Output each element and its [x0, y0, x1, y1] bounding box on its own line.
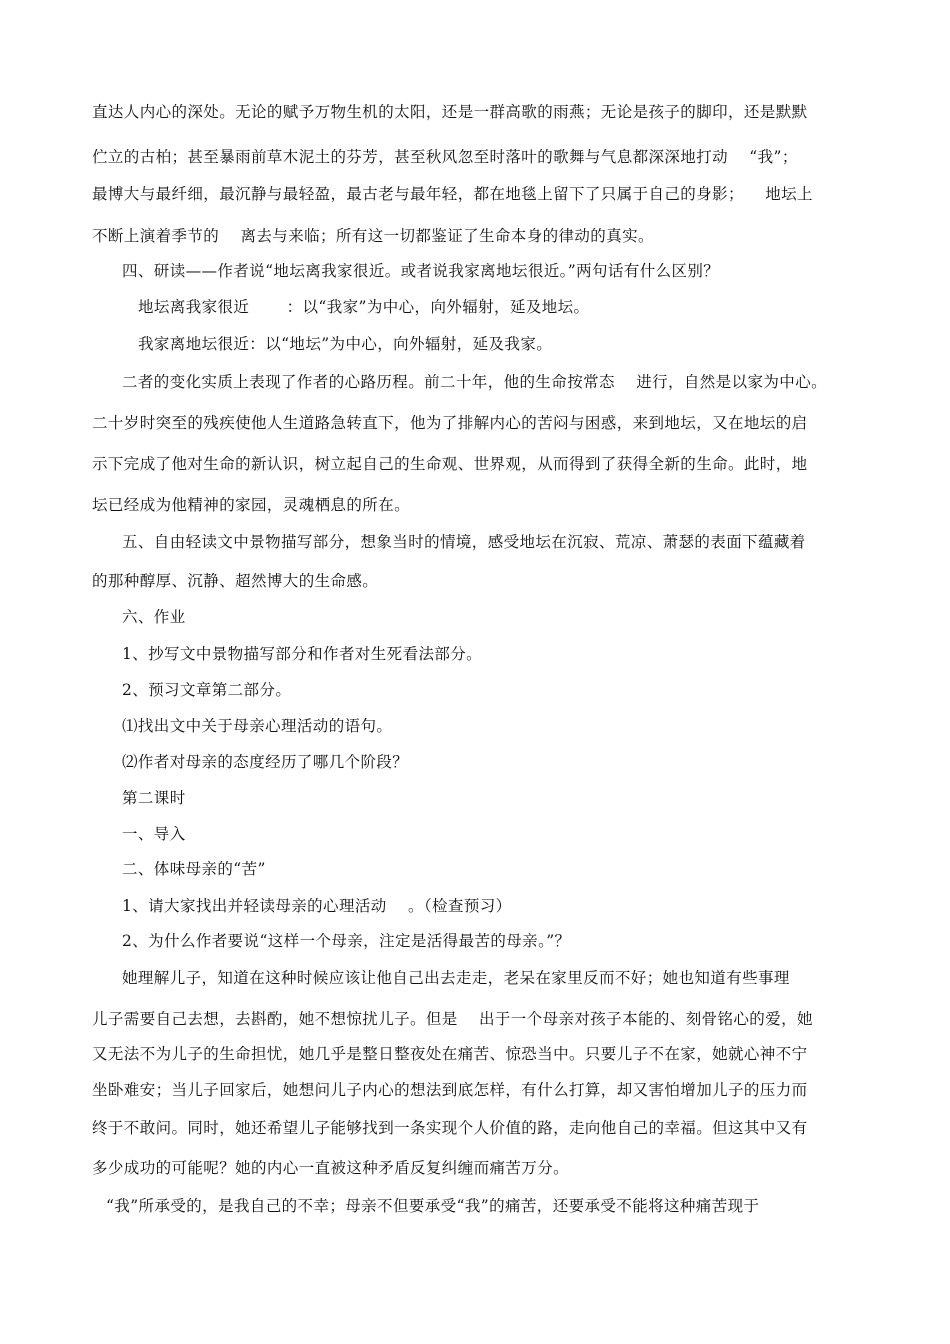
paragraph-line: 我家离地坛很近：以“地坛”为中心，向外辐射，延及我家。: [138, 335, 553, 353]
paragraph-line: 坐卧难安；当儿子回家后，她想问儿子内心的想法到底怎样，有什么打算，却又害怕增加儿子的压力而: [92, 1081, 808, 1099]
paragraph-line: 最博大与最纤细，最沉静与最轻盈，最古老与最年轻，都在地毯上留下了只属于自己的身影； 地坛上: [92, 185, 813, 203]
list-item: 1、抄写文中景物描写部分和作者对生死看法部分。: [122, 645, 483, 663]
list-item: 2、预习文章第二部分。: [122, 681, 292, 699]
paragraph-line: 伫立的古柏；甚至暴雨前草木泥土的芬芳，甚至秋风忽至时落叶的歌舞与气息都深深地打动 “我”；: [92, 148, 798, 166]
paragraph-line: 多少成功的可能呢？她的内心一直被这种矛盾反复纠缠而痛苦万分。: [92, 1159, 570, 1177]
paragraph-line: 终于不敢问。同时，她还希望儿子能够找到一条实现个人价值的路，走向他自己的幸福。但这其中又有: [92, 1119, 808, 1137]
paragraph-line: 示下完成了他对生命的新认识，树立起自己的生命观、世界观，从而得到了获得全新的生命。此时，地: [92, 455, 808, 473]
list-item: ⑴找出文中关于母亲心理活动的语句。: [122, 717, 393, 735]
list-item: 1、请大家找出并轻读母亲的心理活动 。（检查预习）: [122, 897, 512, 915]
list-item: 2、为什么作者要说“这样一个母亲，注定是活得最苦的母亲。”？: [122, 932, 571, 950]
paragraph-line: 不断上演着季节的 离去与来临；所有这一切都鉴证了生命本身的律动的真实。: [92, 227, 654, 245]
section-heading-2: 二、体味母亲的“苦”: [122, 860, 266, 878]
paragraph-line: 她理解儿子，知道在这种时候应该让他自己出去走走，老呆在家里反而不好；她也知道有些事理: [122, 969, 790, 987]
section-heading-4: 四、研读——作者说“地坛离我家很近。或者说我家离地坛很近。”两句话有什么区别？: [122, 262, 720, 280]
paragraph-line: 地坛离我家很近 ：以“我家”为中心，向外辐射，延及地坛。: [138, 298, 590, 316]
paragraph-line: 又无法不为儿子的生命担忧，她几乎是整日整夜处在痛苦、惊恐当中。只要儿子不在家，她就心神不宁: [92, 1045, 808, 1063]
section-heading-5: 五、自由轻读文中景物描写部分，想象当时的情境，感受地坛在沉寂、荒凉、萧瑟的表面下蕴藏着: [122, 533, 806, 551]
section-heading-6: 六、作业: [122, 608, 186, 626]
list-item: ⑵作者对母亲的态度经历了哪几个阶段？: [122, 753, 409, 771]
paragraph-line: “我”所承受的，是我自己的不幸；母亲不但要承受“我”的痛苦，还要承受不能将这种痛苦现于: [106, 1197, 760, 1215]
paragraph-line: 二十岁时突至的残疾使他人生道路急转直下，他为了排解内心的苦闷与困惑，来到地坛，又在地坛的启: [92, 414, 808, 432]
paragraph-line: 的那种醇厚、沉静、超然博大的生命感。: [92, 572, 379, 590]
paragraph-line: 坛已经成为他精神的家园，灵魂栖息的所在。: [92, 496, 411, 514]
section-heading-1: 一、导入: [122, 825, 186, 843]
lesson-heading: 第二课时: [122, 789, 186, 807]
paragraph-line: 儿子需要自己去想，去斟酌，她不想惊扰儿子。但是 出于一个母亲对孩子本能的、刻骨铭心的爱，她: [92, 1010, 813, 1028]
paragraph-line: 二者的变化实质上表现了作者的心路历程。前二十年，他的生命按常态 进行，自然是以家为中心。: [122, 373, 828, 391]
paragraph-line: 直达人内心的深处。无论的赋予万物生机的太阳，还是一群高歌的雨燕；无论是孩子的脚印，还是默默: [92, 103, 808, 121]
